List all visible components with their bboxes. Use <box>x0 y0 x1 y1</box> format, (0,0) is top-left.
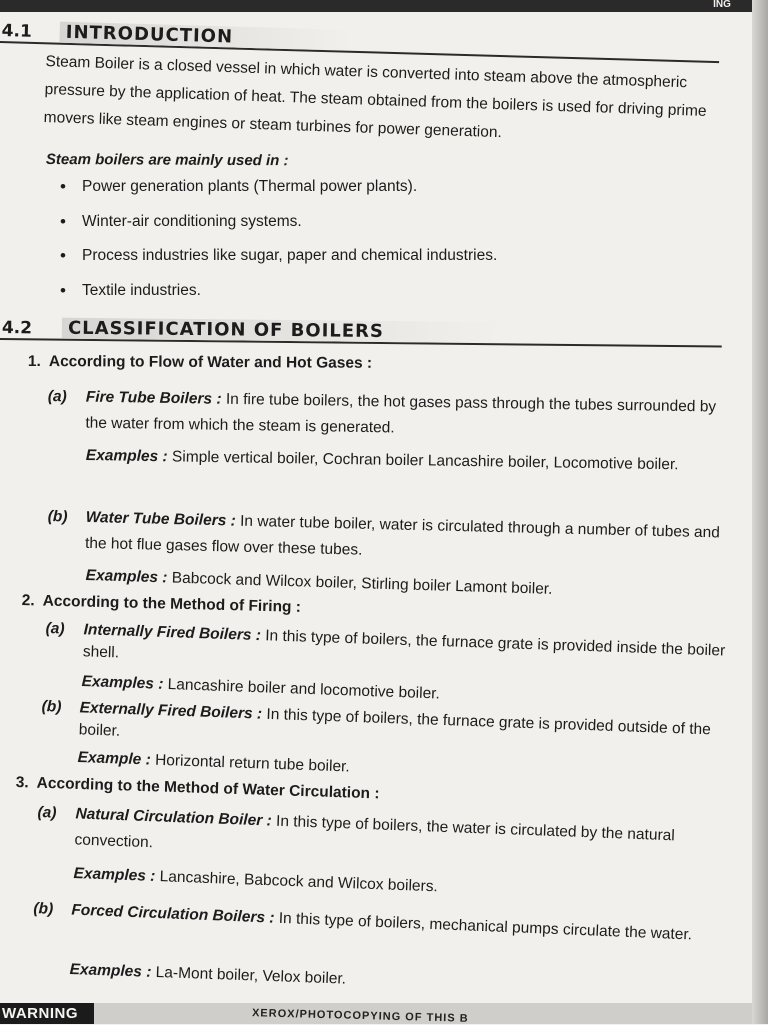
section-number: 4.2 <box>1 318 33 339</box>
top-chapter-tag: ING <box>700 0 744 12</box>
section-title: INTRODUCTION <box>60 22 354 51</box>
classification-item: (a) Natural Circulation Boiler : In this type of boilers, the water is circulated by the natural convection. <box>37 803 676 852</box>
category-heading: 1. According to Flow of Water and Hot Gases : <box>27 353 373 372</box>
category-heading: 3. According to the Method of Water Circulation : <box>15 774 380 803</box>
uses-heading: Steam boilers are mainly used in : <box>45 150 289 170</box>
classification-item: (a) Fire Tube Boilers : In fire tube boilers, the hot gases pass through the tubes surrounded by the water from which the steam is generated. <box>47 387 717 437</box>
classification-item: (b) Water Tube Boilers : In water tube boiler, water is circulated through a number of tubes and the hot flue gases flow over these tubes. <box>47 507 721 559</box>
list-item: • Process industries like sugar, paper and chemical industries. <box>60 247 660 282</box>
section-heading-classification <box>0 317 722 348</box>
classification-item: (b) Forced Circulation Boilers : In this type of boilers, mechanical pumps circulate the water. <box>33 899 693 944</box>
list-item: • Power generation plants (Thermal power plants). <box>60 178 660 213</box>
examples-line: Example : Horizontal return tube boiler. <box>77 748 350 776</box>
classification-item: (b) Externally Fired Boilers : In this type of boilers, the furnace grate is provided outside of the boiler. <box>41 697 712 740</box>
top-header-bar <box>0 0 768 12</box>
section-number: 4.1 <box>1 21 33 42</box>
uses-list <box>60 178 660 316</box>
section-title: CLASSIFICATION OF BOILERS <box>62 318 504 344</box>
examples-line: Examples : Simple vertical boiler, Cochran boiler Lancashire boiler, Locomotive boiler. <box>85 446 679 474</box>
examples-line: Examples : Babcock and Wilcox boiler, Stirling boiler Lamont boiler. <box>85 566 553 598</box>
warning-label: WARNING <box>0 1003 94 1024</box>
examples-line: Examples : Lancashire, Babcock and Wilcox boilers. <box>73 864 439 896</box>
list-item: • Winter-air conditioning systems. <box>60 213 660 248</box>
examples-line: Examples : Lancashire boiler and locomotive boiler. <box>81 672 441 703</box>
category-heading: 2. According to the Method of Firing : <box>21 592 302 616</box>
classification-item: (a) Internally Fired Boilers : In this type of boilers, the furnace grate is provided inside the boiler shell. <box>45 619 726 662</box>
top-page-tab <box>0 0 42 12</box>
intro-paragraph: Steam Boiler is a closed vessel in which water is converted into steam above the atmospheric pressure by the application of heat. The steam obtained from the boilers is used for driving prime movers like steam engines or steam turbines for power generation. <box>43 52 707 142</box>
warning-text: XEROX/PHOTOCOPYING OF THIS B <box>251 1007 469 1025</box>
examples-line: Examples : La-Mont boiler, Velox boiler. <box>69 960 347 988</box>
page-edge <box>752 0 768 1024</box>
list-item: • Textile industries. <box>60 282 660 317</box>
